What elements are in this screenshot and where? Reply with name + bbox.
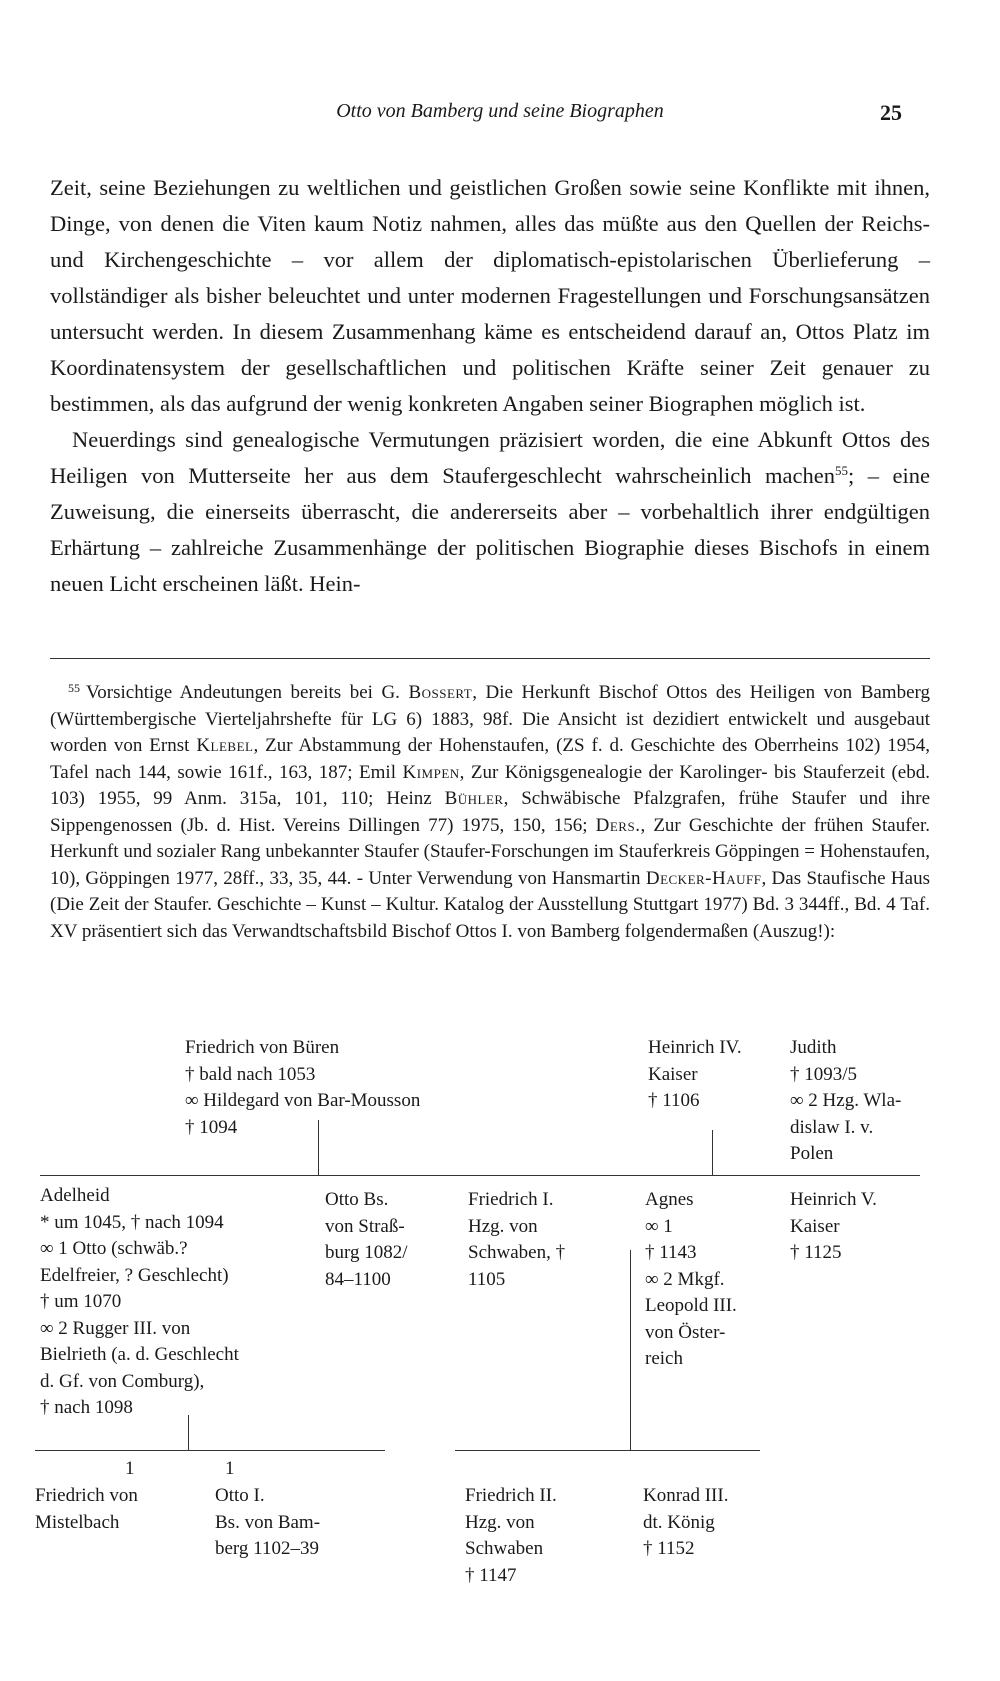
genealogy-line: Heinrich IV.: [648, 1037, 742, 1058]
genealogy-line: ∞ Hildegard von Bar-Mousson: [185, 1090, 421, 1111]
genealogy-line: reich: [645, 1348, 683, 1369]
author-name: Ders.: [595, 814, 641, 836]
running-title: Otto von Bamberg und seine Biographen: [336, 100, 664, 122]
author-name: Klebel: [196, 735, 254, 756]
footnote-number: 55: [68, 681, 80, 695]
person-otto-strassburg: [325, 1187, 408, 1293]
footnote-text: , Zur Königsgenealogie der Karolinger- bis Stauferzeit (ebd. 103) 1955, 99 Anm. 315a, 101, 110; Heinz: [50, 761, 930, 809]
person-adelheid: [40, 1183, 239, 1422]
person-friedrich-ii: [465, 1483, 557, 1589]
genealogy-line: dt. König: [643, 1511, 715, 1533]
genealogy-line: Kaiser: [790, 1215, 840, 1237]
connector-line: [188, 1415, 189, 1450]
genealogy-line: ∞ 1: [645, 1215, 673, 1237]
footnote-separator: [50, 658, 930, 659]
genealogy-line: ∞ 2 Rugger III. von: [40, 1317, 191, 1339]
person-judith: [790, 1035, 901, 1168]
author-name: Kimpen: [402, 761, 460, 783]
genealogy-line: Schwaben, †: [468, 1242, 566, 1263]
genealogy-line: 1105: [468, 1268, 506, 1290]
genealogy-line: von Öster-: [645, 1321, 726, 1343]
footnote-55: [50, 675, 930, 945]
genealogy-line: Otto I.: [215, 1485, 265, 1506]
genealogy-line: Schwaben: [465, 1538, 544, 1559]
genealogy-line: † 1094: [185, 1116, 238, 1138]
footnote-text: , Das Staufische Haus (Die Zeit der Staufer. Geschichte – Kunst – Kultur. Katalog der Ausstellung Stuttgart 1977) Bd. 3 344ff., Bd. 4 Taf. XV präsentiert sich das Verwandtschaftsbild Bischof Ottos I. von Bamberg folgendermaßen (Auszug!):: [50, 867, 930, 942]
genealogy-line: Bielrieth (a. d. Geschlecht: [40, 1344, 239, 1365]
author-name: Bossert: [408, 682, 473, 703]
genealogy-line: * um 1045, † nach 1094: [40, 1211, 224, 1233]
genealogy-line: Leopold III.: [645, 1295, 737, 1316]
person-heinrich-v: [790, 1187, 877, 1267]
genealogy-line: von Straß-: [325, 1215, 405, 1237]
connector-line: [455, 1450, 760, 1451]
person-heinrich-iv: [648, 1035, 742, 1115]
genealogy-line: Judith: [790, 1037, 837, 1058]
person-friedrich-von-bueren: [185, 1035, 420, 1141]
footnote-ref-55[interactable]: 55: [834, 463, 848, 478]
author-name: Bühler: [444, 788, 504, 809]
paragraph-2: [50, 422, 930, 602]
genealogy-line: † 1093/5: [790, 1063, 858, 1085]
child-number-mark: 1: [225, 1458, 235, 1479]
genealogy-line: Heinrich V.: [790, 1189, 877, 1210]
footnote-text: , Die Herkunft Bischof Ottos des Heiligen von Bamberg (Württembergische Vierteljahrshefte für LG 6) 1883, 98f. Die Ansicht ist dezidiert entwickelt und ausgebaut worden von Ernst: [50, 682, 931, 756]
connector-line: [35, 1450, 385, 1451]
genealogy-line: Friedrich I.: [468, 1189, 554, 1210]
person-otto-i: [215, 1483, 320, 1563]
paragraph-2-part-a: Neuerdings sind genealogische Vermutungen präzisiert worden, die eine Abkunft Ottos des Heiligen von Mutterseite her aus dem Staufergeschlecht wahrscheinlich machen: [50, 427, 930, 488]
genealogy-line: Polen: [790, 1143, 834, 1164]
genealogy-line: 84–1100: [325, 1268, 391, 1290]
footnote-text: , Zur Geschichte der frühen Staufer. Herkunft und sozialer Rang unbekannter Staufer (Staufer-Forschungen im Stauferkreis Göppingen = Hohenstaufen, 10), Göppingen 1977, 28ff., 33, 35, 44. - Unter Verwendung von Hansmartin: [50, 814, 930, 889]
genealogy-line: † 1152: [643, 1538, 695, 1559]
genealogy-line: ∞ 2 Hzg. Wla-: [790, 1090, 902, 1111]
genealogy-line: ∞ 1 Otto (schwäb.?: [40, 1238, 188, 1259]
genealogy-line: Friedrich II.: [465, 1485, 557, 1506]
genealogy-line: † 1143: [645, 1242, 697, 1263]
genealogy-line: † um 1070: [40, 1291, 122, 1312]
genealogy-line: † 1106: [648, 1090, 700, 1111]
genealogy-line: ∞ 2 Mkgf.: [645, 1268, 725, 1290]
genealogy-line: Bs. von Bam-: [215, 1511, 321, 1533]
genealogy-line: Edelfreier, ? Geschlecht): [40, 1264, 229, 1286]
paragraph-1: Zeit, seine Beziehungen zu weltlichen und geistlichen Großen sowie seine Konflikte mit ihnen, Dinge, von denen die Viten kaum Notiz nahmen, alles das müßte aus den Quellen der Reichs- und Kirchengeschichte – vor allem der diplomatisch-epistolarischen Überlieferung – vollständiger als bisher beleuchtet und unter modernen Fragestellungen und Forschungsansätzen untersucht werden. In diesem Zusammenhang käme es entscheidend darauf an, Ottos Platz im Koordinatensystem der gesellschaftlichen und politischen Kräfte seiner Zeit genauer zu bestimmen, als das aufgrund der wenig konkreten Angaben seiner Biographen möglich ist.: [50, 175, 930, 416]
genealogy-line: dislaw I. v.: [790, 1116, 874, 1138]
genealogy-line: Kaiser: [648, 1063, 698, 1085]
paragraph-2-part-b: ; – eine Zuweisung, die einerseits überrascht, die andererseits aber – vorbehaltlich ihrer endgültigen Erhärtung – zahlreiche Zusammenhänge der politischen Biographie dieses Bischofs in einem neuen Licht erscheinen läßt. Hein-: [50, 463, 930, 596]
connector-line: [318, 1120, 319, 1175]
child-number-mark: 1: [125, 1458, 135, 1479]
person-friedrich-von-mistelbach: [35, 1483, 138, 1536]
genealogy-line: † nach 1098: [40, 1397, 133, 1418]
footnote-text: , Zur Abstammung der Hohenstaufen, (ZS f. d. Geschichte des Oberrheins 102) 1954, Tafel nach 144, sowie 161f., 163, 187; Emil: [50, 735, 930, 783]
genealogy-line: Mistelbach: [35, 1511, 120, 1533]
genealogy-line: Friedrich von: [35, 1485, 138, 1506]
genealogy-line: Adelheid: [40, 1185, 110, 1206]
connector-line: [712, 1130, 713, 1175]
page-number: 25: [880, 100, 902, 125]
person-konrad-iii: [643, 1483, 728, 1563]
genealogy-line: † bald nach 1053: [185, 1063, 316, 1085]
genealogy-line: † 1147: [465, 1564, 517, 1586]
connector-line: [630, 1250, 631, 1450]
main-text: [50, 170, 930, 602]
genealogy-line: Otto Bs.: [325, 1189, 389, 1210]
person-friedrich-i: [468, 1187, 565, 1293]
genealogy-line: d. Gf. von Comburg),: [40, 1370, 205, 1392]
genealogy-line: Agnes: [645, 1189, 694, 1210]
genealogy-line: burg 1082/: [325, 1242, 408, 1263]
genealogy-line: Konrad III.: [643, 1485, 729, 1506]
genealogy-line: Hzg. von: [465, 1511, 535, 1533]
footnote-text: Vorsichtige Andeutungen bereits bei G.: [86, 682, 409, 703]
person-agnes: [645, 1187, 737, 1373]
footnote-text: , Schwäbische Pfalzgrafen, frühe Staufer und ihre Sippengenossen (Jb. d. Hist. Vereins Dillingen 77) 1975, 150, 156;: [50, 788, 931, 836]
author-name: Decker-Hauff: [645, 867, 762, 889]
genealogy-line: † 1125: [790, 1242, 842, 1263]
connector-line: [40, 1175, 920, 1176]
genealogy-line: berg 1102–39: [215, 1538, 319, 1559]
genealogy-line: Hzg. von: [468, 1215, 538, 1237]
genealogy-line: Friedrich von Büren: [185, 1037, 340, 1058]
